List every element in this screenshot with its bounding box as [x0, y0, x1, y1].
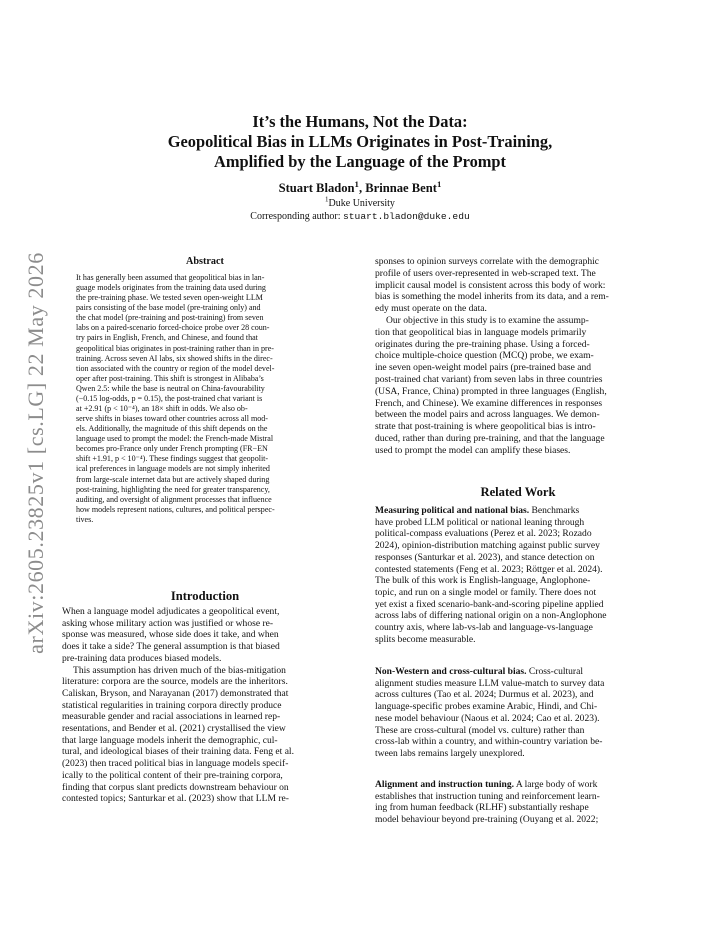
text-line: literature: corpora are the source, models are the inheritors.	[62, 676, 288, 688]
text-line: sponses to opinion surveys correlate with the demographic	[375, 256, 600, 267]
author-list	[110, 178, 610, 196]
text-line: alignment studies measure LLM value-match to survey data	[375, 677, 605, 689]
text-line: guage models originates from the training data used during	[76, 283, 266, 293]
text-line: measurable gender and racial associations in learned rep-	[62, 711, 281, 723]
text-line: (USA, France, China) prompted in three languages (English,	[375, 385, 607, 397]
section-heading-related-work: Related Work	[480, 485, 556, 499]
title-line-3: Amplified by the Language of the Prompt	[214, 152, 506, 171]
text-line: have probed LLM political or national leaning through	[375, 516, 585, 528]
text-line: implicit causal model is consistent across this body of work:	[375, 279, 606, 291]
text-line: how models represent nations, cultures, and political perspec-	[76, 504, 275, 514]
text-line: becomes pro-France only under French prompting (FR−EN	[76, 444, 268, 454]
text-line: auditing, and oversight of alignment processes that influence	[76, 494, 272, 504]
affiliation-mark: 1	[325, 195, 329, 204]
text-line: language-specific probes examine Arabic, Hindi, and Chi-	[375, 701, 598, 713]
text-line: strate that post-training is where geopolitical bias is intro-	[375, 421, 596, 433]
text-line: (2023) then traced political bias in language models specif-	[62, 758, 289, 770]
text-fragment: A large body of work	[514, 779, 598, 790]
text-line: does it take a side? The general assumption is that biased	[62, 641, 280, 653]
text-line: at +2.91 (p < 10⁻⁴), an 18× shift in odds. We also ob-	[76, 404, 248, 414]
corresponding-label: Corresponding author:	[250, 211, 344, 222]
text-line: contested statements (Feng et al. 2023; Röttger et al. 2024).	[375, 563, 603, 575]
text-line: between the model pairs and across languages. We demon-	[375, 409, 600, 421]
text-line: labs on a paired-scenario forced-choice probe over 28 coun-	[76, 323, 270, 333]
related-work-paragraph-measuring-bias	[375, 505, 661, 645]
text-line: It has generally been assumed that geopolitical bias in lan-	[76, 273, 265, 282]
text-line: These are cross-cultural (model vs. culture) rather than	[375, 724, 585, 736]
introduction-continued-body	[375, 256, 661, 457]
text-line: the pre-training phase. We tested seven open-weight LLM	[76, 293, 263, 303]
title-line-1: It’s the Humans, Not the Data:	[252, 112, 468, 131]
text-line: language used to prompt the model: the French-made Mistral	[76, 434, 274, 444]
text-line	[375, 779, 661, 791]
text-line: splits become measurable.	[375, 633, 476, 645]
text-line: duced, rather than during pre-training, and that the language	[375, 432, 605, 444]
text-line: (−0.15 log-odds, p = 0.15), the post-trained chat variant is	[76, 393, 263, 403]
corresponding-author	[110, 211, 610, 222]
text-line: edy must operate on the data.	[375, 303, 487, 315]
text-line: political-compass evaluations (Perez et al. 2023; Rozado	[375, 528, 592, 540]
text-line: bias is something the model inherits from its data, and a rem-	[375, 291, 609, 303]
text-line: tives.	[76, 514, 94, 524]
text-line: finding that corpus slant predicts downstream behaviour on	[62, 781, 289, 793]
text-line: yet exist a fixed scenario-bank-and-scoring pipeline applied	[375, 598, 604, 610]
text-line: pre-training data produces biased models.	[62, 652, 222, 664]
text-line: French, and Chinese). We examine differences in responses	[375, 397, 603, 409]
abstract-body	[76, 273, 334, 525]
text-line: ing from human feedback (RLHF) substantially reshape	[375, 802, 589, 814]
text-line: Caliskan, Bryson, and Narayanan (2017) demonstrated that	[62, 687, 289, 699]
text-line: sponse was measured, whose side does it take, and when	[62, 629, 279, 641]
text-line: post-training, highlighting the need for greater transparency,	[76, 484, 270, 494]
text-line: When a language model adjudicates a geopolitical event,	[62, 606, 280, 617]
text-line: the chat model (pre-training and post-training) from seven	[76, 313, 264, 323]
title-line-2: Geopolitical Bias in LLMs Originates in Post-Training,	[167, 132, 553, 151]
text-fragment: Cross-cultural	[526, 666, 584, 677]
text-line: ically to the political content of their pre-training corpora,	[62, 769, 283, 781]
corresponding-email: stuart.bladon@duke.edu	[343, 211, 470, 222]
paper-title	[110, 112, 610, 172]
text-line: tion that geopolitical bias in language models primarily	[375, 326, 587, 338]
text-line: els. Additionally, the magnitude of this shift depends on the	[76, 424, 268, 434]
affiliation-name: Duke University	[328, 198, 395, 209]
related-work-paragraph-alignment	[375, 779, 661, 826]
text-line: resentations, and Bender et al. (2021) crystallised the view	[62, 723, 286, 735]
text-line: Qwen 2.5: while the base is neutral on China-favourability	[76, 383, 265, 393]
text-fragment: Benchmarks	[529, 505, 580, 516]
text-line: 2024), opinion-distribution matching against public survey	[375, 540, 600, 552]
text-line: oper after post-training. This shift is strongest in Alibaba’s	[76, 373, 264, 383]
arxiv-identifier-text: arXiv:2605.23825v1 [cs.LG] 22 May 2026	[23, 252, 48, 654]
author-separator: ,	[358, 181, 366, 195]
author-name: Stuart Bladon	[278, 181, 355, 195]
related-work-paragraph-cross-cultural	[375, 666, 661, 760]
arxiv-identifier-stamp	[16, 252, 56, 654]
affiliation-mark: 1	[436, 178, 442, 189]
text-line: try pairs in English, French, and Chinese, and found that	[76, 333, 258, 343]
text-line: contested topics; Santurkar et al. (2023) show that LLM re-	[62, 793, 289, 805]
text-line: training. Across seven AI labs, six showed shifts in the direc-	[76, 353, 273, 363]
text-line: ical preferences in language models are not simply inherited	[76, 464, 270, 474]
text-line: responses (Santurkar et al. 2023), and stance detection on	[375, 551, 595, 563]
text-line: establishes that instruction tuning and reinforcement learn-	[375, 790, 600, 802]
text-line: used to prompt the model can amplify these biases.	[375, 444, 571, 456]
text-line: pairs consisting of the base model (pre-training only) and	[76, 303, 261, 313]
text-line: country axis, where lab-vs-lab and language-vs-language	[375, 622, 593, 634]
text-line: The bulk of this work is English-language, Anglophone-	[375, 575, 591, 587]
text-line: shift +1.91, p < 10⁻⁴). These findings suggest that geopolit-	[76, 454, 269, 464]
text-line: cross-lab within a country, and within-country variation be-	[375, 736, 603, 748]
text-line: tural, and ideological biases of their training data. Feng et al.	[62, 746, 294, 758]
text-line	[375, 666, 661, 678]
text-line: choice multiple-choice question (MCQ) probe, we exam-	[375, 350, 594, 362]
text-line: from large-scale internet data but are actively shaped during	[76, 474, 270, 484]
text-line	[375, 505, 661, 517]
text-line: model behaviour beyond pre-training (Ouyang et al. 2022;	[375, 814, 599, 826]
author-name: Brinnae Bent	[365, 181, 437, 195]
text-line: serve shifts in biases toward other countries across all mod-	[76, 414, 268, 424]
affiliation	[110, 195, 610, 209]
text-line: across cultures (Tao et al. 2024; Durmus et al. 2023), and	[375, 689, 594, 701]
text-line: that large language models inherit the demographic, cul-	[62, 734, 278, 746]
abstract-heading: Abstract	[186, 256, 224, 267]
text-line: post-trained chat variant) from seven labs in three countries	[375, 373, 603, 385]
text-line: topic, and run on a single model or family. There does not	[375, 586, 597, 598]
text-line: statistical regularities in training corpora directly produce	[62, 699, 282, 711]
paragraph-lead-in: Non-Western and cross-cultural bias.	[375, 666, 527, 677]
section-heading-introduction: Introduction	[170, 589, 240, 603]
affiliation-mark: 1	[354, 178, 359, 189]
text-line: tween labs remains largely unexplored.	[375, 747, 525, 759]
text-line: Our objective in this study is to examine the assump-	[386, 314, 589, 326]
introduction-body	[62, 606, 348, 805]
text-line: This assumption has driven much of the bias-mitigation	[73, 664, 286, 676]
text-line: originates during the pre-training phase. Using a forced-	[375, 338, 590, 350]
text-line: nese model behaviour (Naous et al. 2024; Cao et al. 2023).	[375, 712, 600, 724]
text-line: across labs of differing national origin on a non-Anglophone	[375, 610, 607, 622]
text-line: profile of users over-represented in web-scraped text. The	[375, 267, 596, 279]
text-line: tion associated with the country or region of the model devel-	[76, 363, 275, 373]
text-line: geopolitical bias originates in post-training rather than in pre-	[76, 343, 274, 353]
text-line: ine seven open-weight model pairs (pre-trained base and	[375, 362, 592, 374]
text-line: asking whose military action was justified or whose re-	[62, 617, 274, 629]
paragraph-lead-in: Alignment and instruction tuning.	[375, 779, 514, 790]
paragraph-lead-in: Measuring political and national bias.	[375, 505, 530, 516]
